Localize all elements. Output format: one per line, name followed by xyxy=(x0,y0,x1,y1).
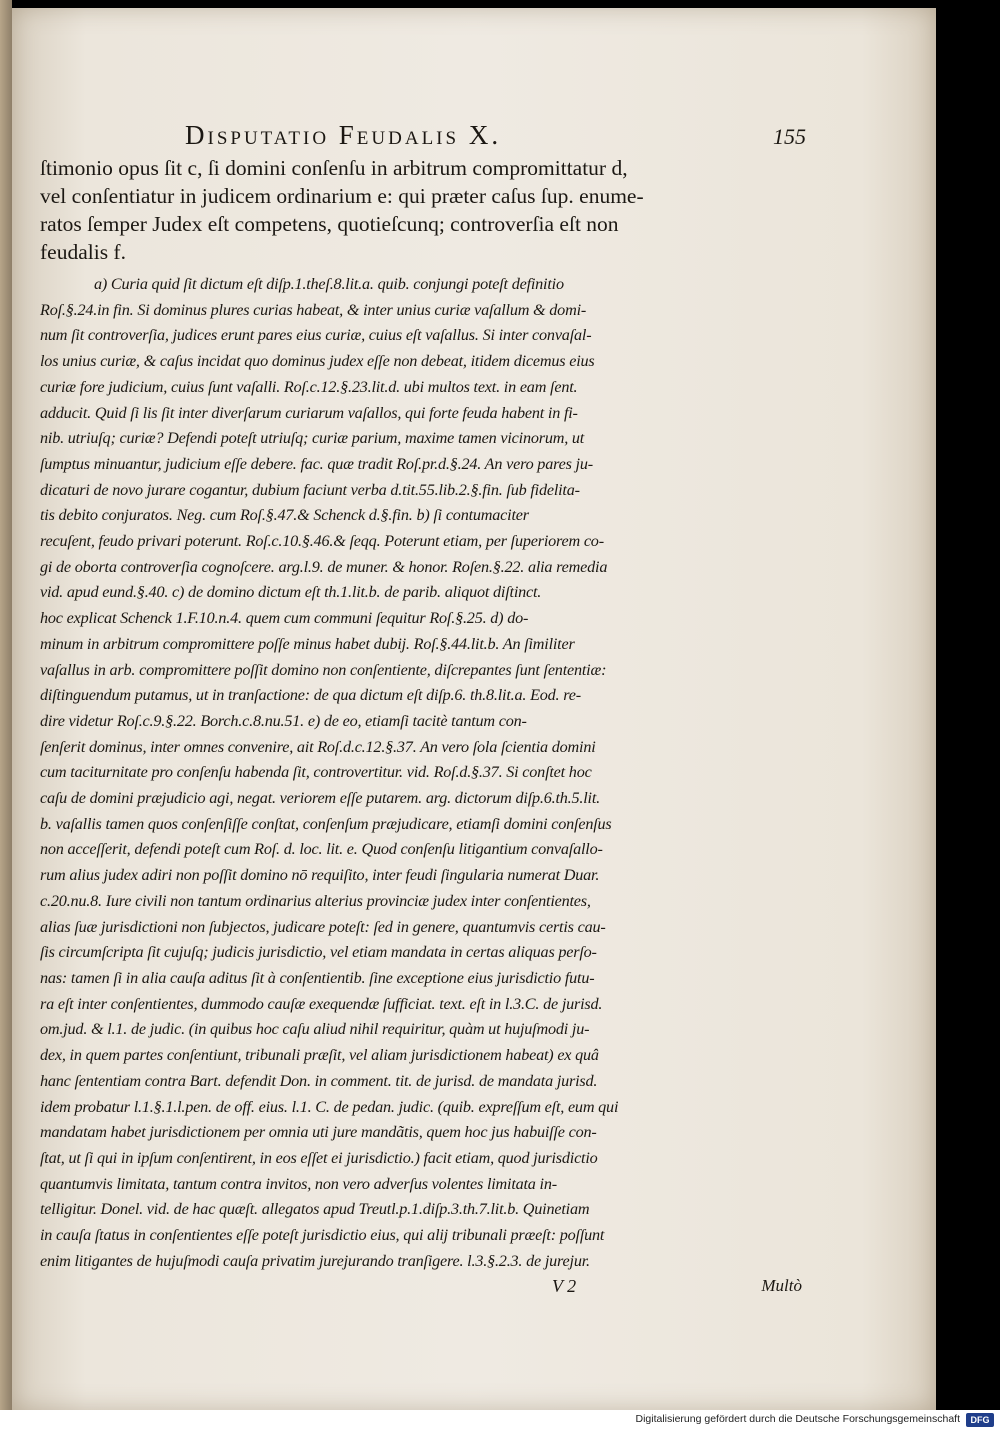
text-line: ſtimonio opus ſit c, ſi domini conſenſu in arbitrum compromittatur d, xyxy=(40,156,628,180)
catchline xyxy=(40,1276,802,1302)
note-line: dire videtur Roſ.c.9.§.22. Borch.c.8.nu.51. e) de eo, etiamſi tacitè tantum con- xyxy=(40,711,527,730)
note-line: num ſit controverſia, judices erunt pares eius curiæ, cuius eſt vaſallus. Si inter convaſal- xyxy=(40,326,592,345)
note-line: in cauſa ſtatus in conſentientes eſſe poteſt jurisdictio eius, qui alij tribunali præeſt: poſſunt xyxy=(40,1226,605,1245)
book-page xyxy=(12,8,936,1410)
page-number: 155 xyxy=(773,124,806,149)
note-line: b. vaſallis tamen quos conſenſiſſe conſtat, conſenſum præjudicare, etiamſi domini conſenſus xyxy=(40,814,612,833)
note-line: quantumvis limitata, tantum contra invitos, non vero adverſus volentes limitata in- xyxy=(40,1174,557,1193)
note-line: Roſ.§.24.in fin. Si dominus plures curias habeat, & inter unius curiæ vaſallum & domi- xyxy=(40,300,587,319)
note-line: vaſallus in arb. compromittere poſſit domino non conſentiente, diſcrepantes ſunt ſententiæ: xyxy=(40,660,607,679)
note-line: telligitur. Donel. vid. de hac quæſt. allegatos apud Treutl.p.1.diſp.3.th.7.lit.b. Quinetiam xyxy=(40,1200,590,1219)
note-line: vid. apud eund.§.40. c) de domino dictum eſt th.1.lit.b. de parib. aliquot diſtinct. xyxy=(40,583,542,602)
note-line: enim litigantes de hujuſmodi cauſa privatim jurejurando tranſigere. l.3.§.2.3. de jurejur. xyxy=(40,1251,590,1270)
running-title: Disputatio Feudalis X. xyxy=(185,120,502,150)
page-content xyxy=(40,120,806,1302)
note-line: hanc ſententiam contra Bart. defendit Don. in comment. tit. de jurisd. de mandata jurisd. xyxy=(40,1071,598,1090)
note-line: idem probatur l.1.§.1.l.pen. de off. eius. l.1. C. de pedan. judic. (quib. expreſſum eſt, eum qui xyxy=(40,1097,619,1116)
note-line: a) Curia quid ſit dictum eſt diſp.1.theſ.8.lit.a. quib. conjungi poteſt definitio xyxy=(94,275,564,293)
note-line: gi de oborta controverſia cognoſcere. arg.l.9. de muner. & honor. Roſen.§.22. alia remedia xyxy=(40,557,608,576)
note-line: hoc explicat Schenck 1.F.10.n.4. quem cum communi ſequitur Roſ.§.25. d) do- xyxy=(40,609,529,628)
note-line: ſenſerit dominus, inter omnes convenire, ait Roſ.d.c.12.§.37. An vero ſola ſcientia domini xyxy=(40,737,596,756)
running-head xyxy=(40,120,806,154)
dfg-logo-icon: DFG xyxy=(966,1413,994,1427)
note-line: los unius curiæ, & caſus incidat quo dominus judex eſſe non debeat, itidem dicemus eius xyxy=(40,352,595,371)
text-line: ratos ſemper Judex eſt competens, quotieſcunq; controverſia eſt non xyxy=(40,212,619,236)
note-line: caſu de domini præjudicio agi, negat. veriorem eſſe putarem. arg. dictorum diſp.6.th.5.lit. xyxy=(40,789,600,808)
note-line: dex, in quem partes conſentiunt, tribunali præſit, vel aliam jurisdictionem habeat) ex quâ xyxy=(40,1046,599,1065)
catchword: Multò xyxy=(761,1276,802,1296)
note-line: om.jud. & l.1. de judic. (in quibus hoc caſu aliud nihil requiritur, quàm ut hujuſmodi ju- xyxy=(40,1020,590,1039)
footer-bar xyxy=(0,1410,1000,1431)
footnotes xyxy=(40,272,796,1274)
note-line: ſis circumſcripta ſit cujuſq; judicis jurisdictio, vel etiam mandata in certas aliquas perſo- xyxy=(40,943,597,962)
note-line: diſtinguendum putamus, ut in tranſactione: de qua dictum eſt diſp.6. th.8.lit.a. Eod. re- xyxy=(40,686,581,705)
note-line: ſtat, ut ſi qui in ipſum conſentirent, in eos eſſet ei jurisdictio.) facit etiam, quod jurisdictio xyxy=(40,1148,598,1167)
note-line: nib. utriuſq; curiæ? Defendi poteſt utriuſq; curiæ parium, maxime tamen vicinorum, ut xyxy=(40,429,585,448)
note-line: ra eſt inter conſentientes, dummodo cauſæ exequendæ ſufficiat. text. eſt in l.3.C. de jurisd. xyxy=(40,994,603,1013)
facing-page-edge xyxy=(0,0,12,1410)
note-line: curiæ fore judicium, cuius ſunt vaſalli. Roſ.c.12.§.23.lit.d. ubi multos text. in eam ſent. xyxy=(40,377,578,396)
note-line: ſumptus minuantur, judicium eſſe debere. fac. quæ tradit Roſ.pr.d.§.24. An vero pares ju- xyxy=(40,454,593,473)
note-line: nas: tamen ſi in alia cauſa aditus ſit à conſentientib. ſine exceptione eius jurisdictio futu- xyxy=(40,968,595,987)
text-line: feudalis f. xyxy=(40,240,126,264)
note-line: mandatam habet jurisdictionem per omnia uti jure mandãtis, quem hoc jus habuiſſe con- xyxy=(40,1123,597,1142)
note-line: cum taciturnitate pro conſenſu habenda ſit, controvertitur. vid. Roſ.d.§.37. Si conſtet hoc xyxy=(40,763,592,782)
note-line: alias ſuæ jurisdictioni non ſubjectos, judicare poteſt: ſed in genere, quantumvis certis cau- xyxy=(40,917,606,936)
note-line: minum in arbitrum compromittere poſſe minus habet dubij. Roſ.§.44.lit.b. An ſimiliter xyxy=(40,634,575,653)
text-line: vel conſentiatur in judicem ordinarium e: qui præter caſus ſup. enume- xyxy=(40,184,644,208)
signature-mark: V 2 xyxy=(552,1276,577,1297)
note-line: tis debito conjuratos. Neg. cum Roſ.§.47.& Schenck d.§.fin. b) ſi contumaciter xyxy=(40,506,529,525)
note-line: adducit. Quid ſi lis ſit inter diverſarum curiarum vaſallos, qui forte feuda habent in fi- xyxy=(40,403,578,422)
note-line: recuſent, feudo privari poterunt. Roſ.c.10.§.46.& ſeqq. Poterunt etiam, per ſuperiorem co- xyxy=(40,532,604,551)
note-line: rum alius judex adiri non poſſit domino nō requiſito, inter feudi ſingularia numerat Duar. xyxy=(40,866,600,885)
footer-credit: Digitalisierung gefördert durch die Deutsche Forschungsgemeinschaft xyxy=(635,1413,960,1425)
note-line: non acceſſerit, defendi poteſt cum Roſ. d. loc. lit. e. Quod conſenſu litigantium convaſallo- xyxy=(40,840,603,859)
intro-paragraph xyxy=(40,154,796,266)
note-line: dicaturi de novo jurare cogantur, dubium faciunt verba d.tit.55.lib.2.§.fin. ſub fidelita- xyxy=(40,480,580,499)
note-line: c.20.nu.8. Iure civili non tantum ordinarius alterius provinciæ judex inter conſentientes, xyxy=(40,891,591,910)
